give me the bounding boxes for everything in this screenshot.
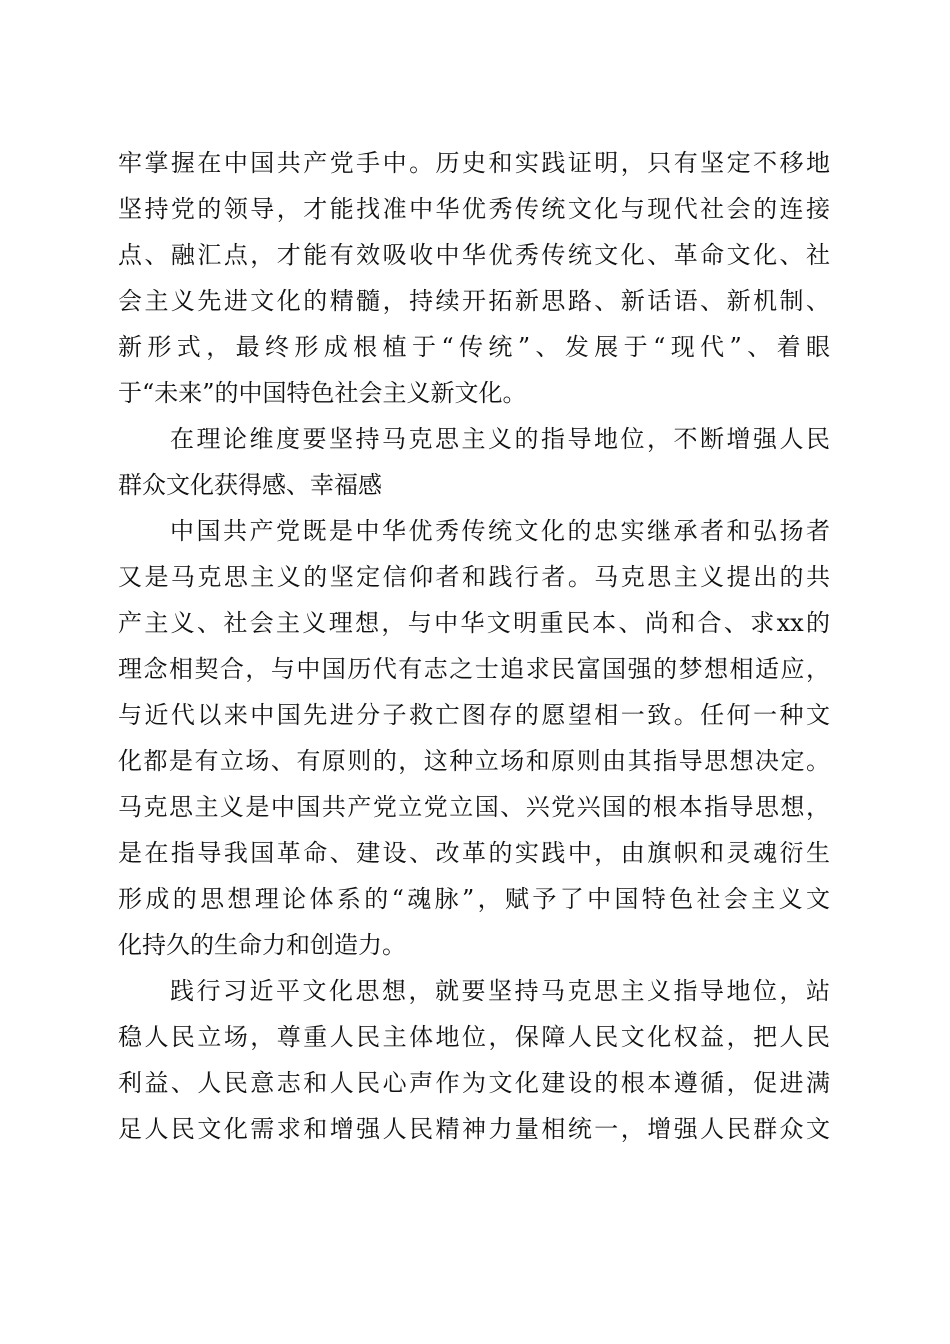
text-line: 点、融汇点，才能有效吸收中华优秀传统文化、革命文化、社 (118, 241, 830, 269)
paragraph-1 (118, 140, 830, 416)
text-line: 马克思主义是中国共产党立党立国、兴党兴国的根本指导思想， (118, 793, 830, 821)
text-line: 践行习近平文化思想，就要坚持马克思主义指导地位，站 (170, 977, 830, 1005)
heading-line: 群众文化获得感、幸福感 (118, 471, 382, 499)
text-line: 理念相契合，与中国历代有志之士追求民富国强的梦想相适应， (118, 655, 830, 683)
text-line: 足人民文化需求和增强人民精神力量相统一，增强人民群众文 (118, 1115, 830, 1143)
text-line: 于“未来”的中国特色社会主义新文化。 (118, 379, 527, 407)
text-line: 又是马克思主义的坚定信仰者和践行者。马克思主义提出的共 (118, 563, 830, 591)
text-line: 牢掌握在中国共产党手中。历史和实践证明，只有坚定不移地 (118, 149, 830, 177)
heading-line: 在理论维度要坚持马克思主义的指导地位，不断增强人民 (170, 425, 830, 453)
text-line: 稳人民立场，尊重人民主体地位，保障人民文化权益，把人民 (118, 1023, 830, 1051)
text-line: 利益、人民意志和人民心声作为文化建设的根本遵循，促进满 (118, 1069, 830, 1097)
text-line: 化都是有立场、有原则的，这种立场和原则由其指导思想决定。 (118, 747, 830, 775)
text-line: 新形式，最终形成根植于“传统”、发展于“现代”、着眼 (118, 333, 830, 361)
paragraph-3 (118, 508, 830, 968)
paragraph-4 (118, 968, 830, 1152)
text-line: 化持久的生命力和创造力。 (118, 931, 406, 959)
text-line: 形成的思想理论体系的“魂脉”，赋予了中国特色社会主义文 (118, 885, 830, 913)
text-line: 与近代以来中国先进分子救亡图存的愿望相一致。任何一种文 (118, 701, 830, 729)
text-line: 会主义先进文化的精髓，持续开拓新思路、新话语、新机制、 (118, 287, 830, 315)
text-line: 坚持党的领导，才能找准中华优秀传统文化与现代社会的连接 (118, 195, 830, 223)
section-heading (118, 416, 830, 508)
document-body (118, 140, 830, 1152)
text-line: 是在指导我国革命、建设、改革的实践中，由旗帜和灵魂衍生 (118, 839, 830, 867)
text-line: 产主义、社会主义理想，与中华文明重民本、尚和合、求xx的 (118, 609, 830, 637)
text-line: 中国共产党既是中华优秀传统文化的忠实继承者和弘扬者 (170, 517, 830, 545)
